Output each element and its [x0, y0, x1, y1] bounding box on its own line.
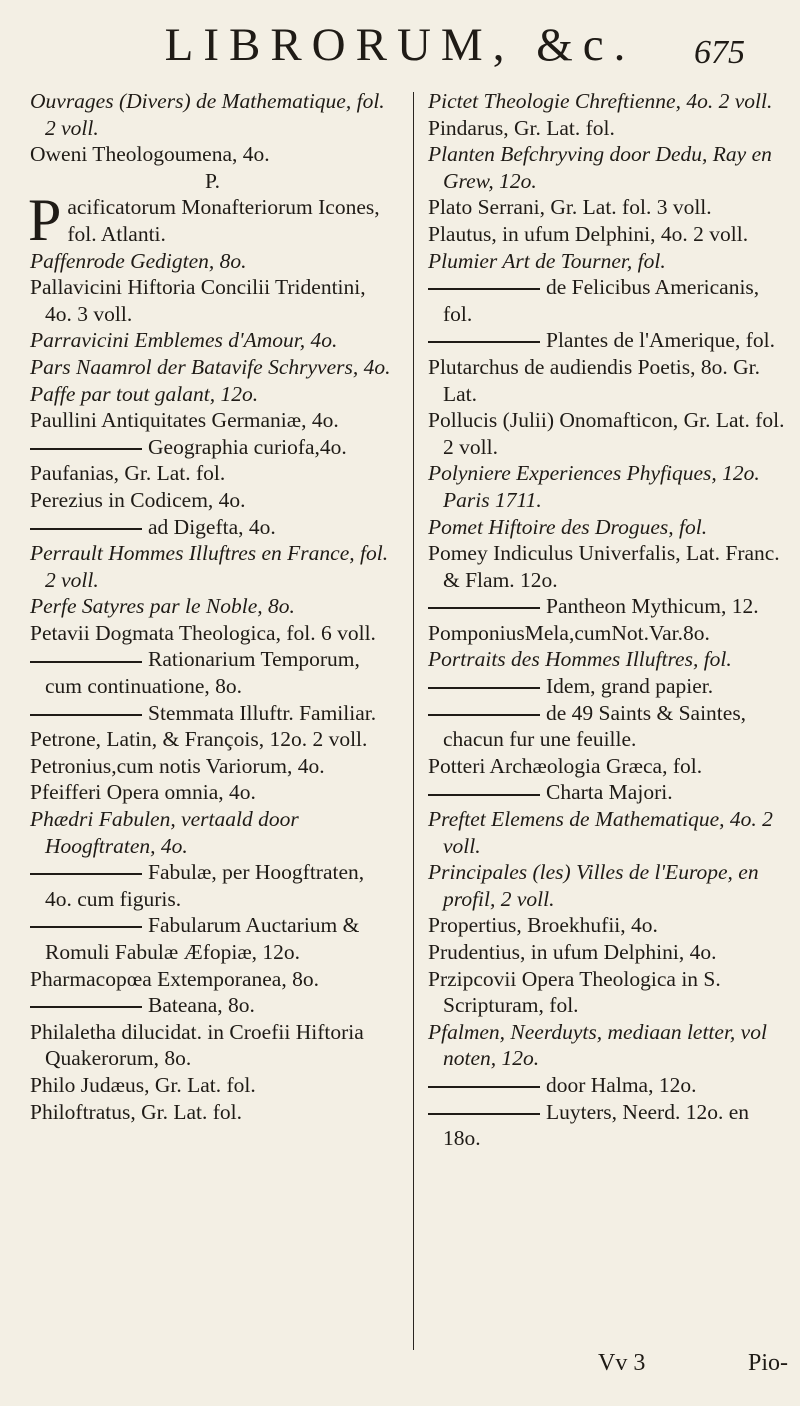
entry-text: Polyniere Experiences Phyfiques, 12o. Paris 1711. [428, 461, 760, 512]
entry-text: Pindarus, Gr. Lat. fol. [428, 115, 615, 140]
catalog-entry [30, 274, 395, 327]
ditto-rule [30, 661, 142, 663]
ditto-rule [30, 714, 142, 716]
running-header [0, 10, 800, 80]
entry-text: Oweni Theologoumena, 4o. [30, 142, 270, 167]
entry-text: Parravicini Emblemes d'Amour, 4o. [30, 328, 338, 353]
entry-text: Plantes de l'Amerique, fol. [546, 328, 775, 353]
catalog-entry [428, 673, 788, 700]
entry-text: Philo Judæus, Gr. Lat. fol. [30, 1072, 256, 1097]
catalog-entry [30, 912, 395, 965]
catalog-entry [30, 354, 395, 381]
catalog-entry [428, 514, 788, 541]
catalog-entry [30, 434, 395, 461]
catalog-entry [428, 88, 788, 115]
catalog-entry [428, 700, 788, 753]
ditto-rule [428, 1086, 540, 1088]
catalog-entry [428, 221, 788, 248]
entry-text: Philaletha dilucidat. in Croefii Hiftoria Quakerorum, 8o. [30, 1019, 364, 1071]
entry-text: Perfe Satyres par le Noble, 8o. [30, 594, 295, 619]
entry-text: Fabulæ, per Hoogftraten, 4o. cum figuris. [45, 860, 365, 911]
catalog-entry [30, 540, 395, 593]
drop-cap: P [28, 187, 62, 254]
entry-text: Portraits des Hommes Illuftres, fol. [428, 647, 732, 672]
entry-text: ad Digefta, 4o. [148, 514, 276, 539]
catalog-entry [30, 381, 395, 408]
catalog-entry [30, 726, 395, 753]
catalog-entry [428, 912, 788, 939]
page-footer [428, 1350, 788, 1380]
catalog-entry [428, 646, 788, 673]
catchword: Pio- [747, 1350, 788, 1376]
catalog-entry [428, 115, 788, 142]
signature-mark: Vv 3 [598, 1350, 646, 1376]
entry-text: Pantheon Mythicum, 12. [546, 594, 759, 619]
entry-text: door Halma, 12o. [546, 1072, 697, 1097]
entry-text: Perrault Hommes Illuftres en France, fol. 2 voll. [30, 541, 389, 592]
catalog-entry [428, 274, 788, 327]
right-column [428, 88, 788, 1152]
catalog-entry [30, 460, 395, 487]
entry-text: Bateana, 8o. [148, 993, 255, 1018]
catalog-entry [428, 354, 788, 407]
entry-text: Ouvrages (Divers) de Mathematique, fol. 2 voll. [30, 89, 385, 140]
entry-text: Pollucis (Julii) Onomafticon, Gr. Lat. fol. 2 voll. [428, 408, 785, 459]
entry-text: Plutarchus de audiendis Poetis, 8o. Gr. Lat. [428, 354, 761, 406]
catalog-entry [428, 859, 788, 912]
entry-text: Plautus, in ufum Delphini, 4o. 2 voll. [428, 221, 749, 246]
entry-text: Rationarium Temporum, cum continuatione, 8o. [45, 647, 360, 699]
entry-text: Przipcovii Opera Theologica in S. Scripturam, fol. [428, 966, 721, 1018]
catalog-entry [428, 939, 788, 966]
ditto-rule [428, 288, 540, 290]
entry-text: Paufanias, Gr. Lat. fol. [30, 461, 226, 486]
catalog-entry [30, 859, 395, 912]
ditto-rule [30, 873, 142, 875]
entry-text: de 49 Saints & Saintes, chacun fur une feuille. [443, 700, 747, 752]
entry-text: Phædri Fabulen, vertaald door Hoogftraten, 4o. [30, 807, 299, 858]
catalog-entry [428, 540, 788, 593]
entry-text: Paffe par tout galant, 12o. [30, 381, 259, 406]
catalog-entry [30, 1072, 395, 1099]
entry-text: de Felicibus Americanis, fol. [443, 275, 760, 326]
catalog-entry [428, 779, 788, 806]
entry-text: Pallavicini Hiftoria Concilii Tridentini, 4o. 3 voll. [30, 275, 366, 326]
catalog-entry [428, 1019, 788, 1072]
catalog-entry [428, 966, 788, 1019]
catalog-entry [428, 141, 788, 194]
catalog-entry [428, 194, 788, 221]
page-number: 675 [694, 34, 745, 71]
entry-text: Principales (les) Villes de l'Europe, en profil, 2 voll. [428, 860, 759, 911]
catalog-entry [30, 779, 395, 806]
catalog-entry [30, 1099, 395, 1126]
ditto-rule [30, 528, 142, 530]
entry-text: Petrone, Latin, & François, 12o. 2 voll. [30, 727, 368, 752]
entry-text: Pfeifferi Opera omnia, 4o. [30, 780, 256, 805]
entry-text: Luyters, Neerd. 12o. en 18o. [443, 1099, 749, 1151]
ditto-rule [428, 341, 540, 343]
catalog-entry [30, 327, 395, 354]
entry-text: Pars Naamrol der Batavife Schryvers, 4o. [30, 354, 391, 379]
entry-text: Perezius in Codicem, 4o. [30, 487, 246, 512]
catalog-entry [428, 460, 788, 513]
catalog-entry [30, 646, 395, 699]
entry-text: Planten Befchryving door Dedu, Ray en Grew, 12o. [428, 142, 772, 193]
entry-text: acificatorum Monafteriorum Icones, fol. Atlanti. [67, 195, 380, 246]
ditto-rule [428, 607, 540, 609]
entry-text: Pharmacopœa Extemporanea, 8o. [30, 966, 319, 991]
catalog-entry [30, 1019, 395, 1072]
catalog-entry [428, 593, 788, 620]
catalog-entry [30, 141, 395, 168]
catalog-entry [30, 248, 395, 275]
entry-text: Prudentius, in ufum Delphini, 4o. [428, 940, 717, 964]
entry-text: Charta Majori. [546, 780, 673, 805]
catalog-entry [30, 753, 395, 780]
entry-text: Fabularum Auctarium & Romuli Fabulæ Æfopiæ, 12o. [45, 913, 360, 964]
entry-text: Geographia curiofa,4o. [148, 434, 347, 459]
catalog-entry [28, 187, 395, 254]
entry-text: Pomet Hiftoire des Drogues, fol. [428, 514, 708, 539]
entry-text: Plumier Art de Tourner, fol. [428, 248, 666, 273]
entry-text: Petronius,cum notis Variorum, 4o. [30, 753, 325, 778]
catalog-entry [428, 1072, 788, 1099]
catalog-entry [428, 248, 788, 275]
ditto-rule [428, 687, 540, 689]
catalog-entry [428, 407, 788, 460]
catalog-entry [428, 1099, 788, 1152]
catalog-entry [30, 407, 395, 434]
catalog-entry [30, 700, 395, 727]
column-divider [413, 92, 414, 1350]
catalog-entry [428, 753, 788, 780]
catalog-entry [30, 168, 395, 195]
entry-text: Paffenrode Gedigten, 8o. [30, 248, 247, 273]
page-title: LIBRORUM, &c. [164, 19, 636, 71]
entry-text: Potteri Archæologia Græca, fol. [428, 753, 703, 778]
catalog-entry [30, 806, 395, 859]
left-column [30, 88, 395, 1125]
catalog-entry [30, 966, 395, 993]
catalog-entry [428, 327, 788, 354]
catalog-entry [30, 514, 395, 541]
catalog-entry [30, 620, 395, 647]
ditto-rule [30, 926, 142, 928]
ditto-rule [428, 794, 540, 796]
catalog-entry [428, 806, 788, 859]
entry-text: Preftet Elemens de Mathematique, 4o. 2 voll. [428, 807, 773, 858]
ditto-rule [428, 714, 540, 716]
catalog-entry [30, 593, 395, 620]
ditto-rule [30, 1006, 142, 1008]
entry-text: Propertius, Broekhufii, 4o. [428, 913, 658, 938]
entry-text: Plato Serrani, Gr. Lat. fol. 3 voll. [428, 195, 712, 220]
entry-text: Petavii Dogmata Theologica, fol. 6 voll. [30, 620, 376, 645]
entry-text: Pictet Theologie Chreftienne, 4o. 2 voll. [428, 89, 773, 113]
catalog-entry [428, 620, 788, 647]
entry-text: Pfalmen, Neerduyts, mediaan letter, vol noten, 12o. [428, 1019, 767, 1071]
entry-text: Pomey Indiculus Univerfalis, Lat. Franc. & Flam. 12o. [428, 541, 780, 592]
ditto-rule [30, 448, 142, 450]
catalog-entry [30, 487, 395, 514]
catalog-entry [30, 88, 395, 141]
catalog-entry [30, 992, 395, 1019]
entry-text: PomponiusMela,cumNot.Var.8o. [428, 620, 710, 645]
entry-text: Stemmata Illuftr. Familiar. [148, 700, 377, 725]
entry-text: Idem, grand papier. [546, 674, 714, 699]
entry-text: Paullini Antiquitates Germaniæ, 4o. [30, 408, 339, 433]
entry-text: Philoftratus, Gr. Lat. fol. [30, 1099, 242, 1124]
entry-text: P. [205, 168, 220, 193]
ditto-rule [428, 1113, 540, 1115]
